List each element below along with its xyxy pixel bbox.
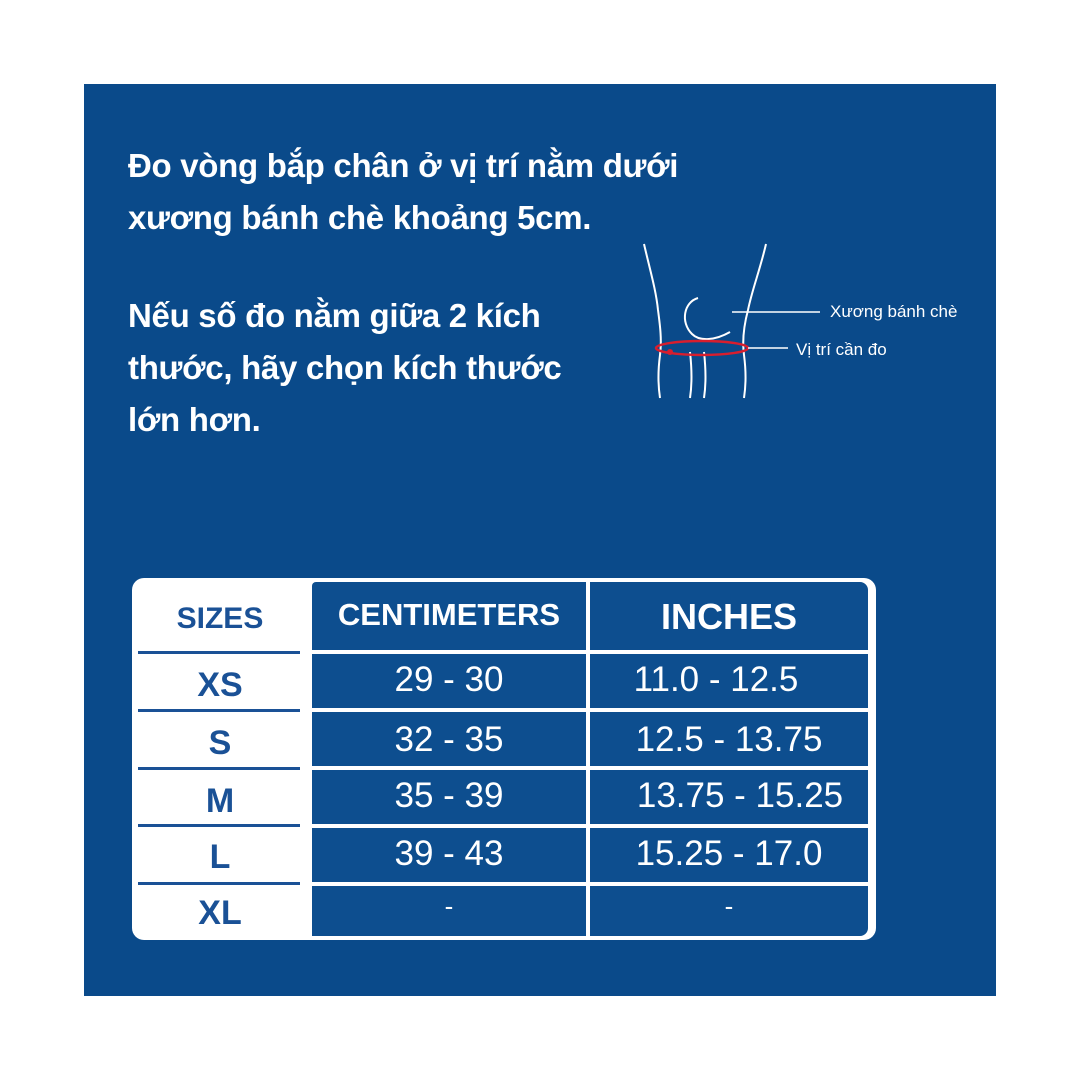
size-label-xs: XS [197,666,243,704]
in-value-s: 12.5 - 13.75 [590,712,868,766]
cm-value-l: 39 - 43 [312,828,586,882]
size-label-m: M [205,782,235,820]
cm-value-s: 32 - 35 [312,712,586,766]
row-divider [138,882,300,885]
size-label-l: L [209,838,231,876]
size-label-xl: XL [198,894,242,932]
instruction-line: Nếu số đo nằm giữa 2 kích [128,297,541,334]
size-table [132,578,876,940]
row-divider [138,824,300,827]
in-value-l: 15.25 - 17.0 [590,828,868,882]
cm-value-m: 35 - 39 [312,770,586,824]
instruction-paragraph-1 [128,140,679,244]
in-value-xs: 11.0 - 12.5 [590,654,868,708]
instruction-line: Đo vòng bắp chân ở vị trí nằm dưới [128,147,679,184]
size-label-s: S [208,724,232,762]
in-value-xl: - [590,886,868,936]
instructions [128,140,679,446]
measure-arrow-icon [667,349,673,355]
kneecap-icon [685,298,730,339]
inches-header: INCHES [590,582,868,650]
centimeters-header: CENTIMETERS [312,582,586,650]
cm-value-xl: - [312,886,586,936]
row-divider [138,651,300,654]
measure-position-label: Vị trí cần đo [796,340,887,359]
cm-value-xs: 29 - 30 [312,654,586,708]
kneecap-label: Xương bánh chè [830,302,958,321]
instruction-paragraph-2 [128,290,648,446]
leg-outline-right [743,244,766,398]
instruction-line: thước, hãy chọn kích thước [128,349,562,386]
knee-diagram [620,230,980,410]
measurements-grid [312,582,872,936]
leg-outline-left [644,244,661,398]
row-divider [138,709,300,712]
sizes-column [132,578,308,940]
instruction-line: xương bánh chè khoảng 5cm. [128,199,592,236]
row-divider [138,767,300,770]
instruction-line: lớn hơn. [128,401,261,438]
sizes-header: SIZES [176,602,264,635]
shin-line [690,352,692,398]
in-value-m: 13.75 - 15.25 [590,770,868,824]
shin-line [704,352,706,398]
